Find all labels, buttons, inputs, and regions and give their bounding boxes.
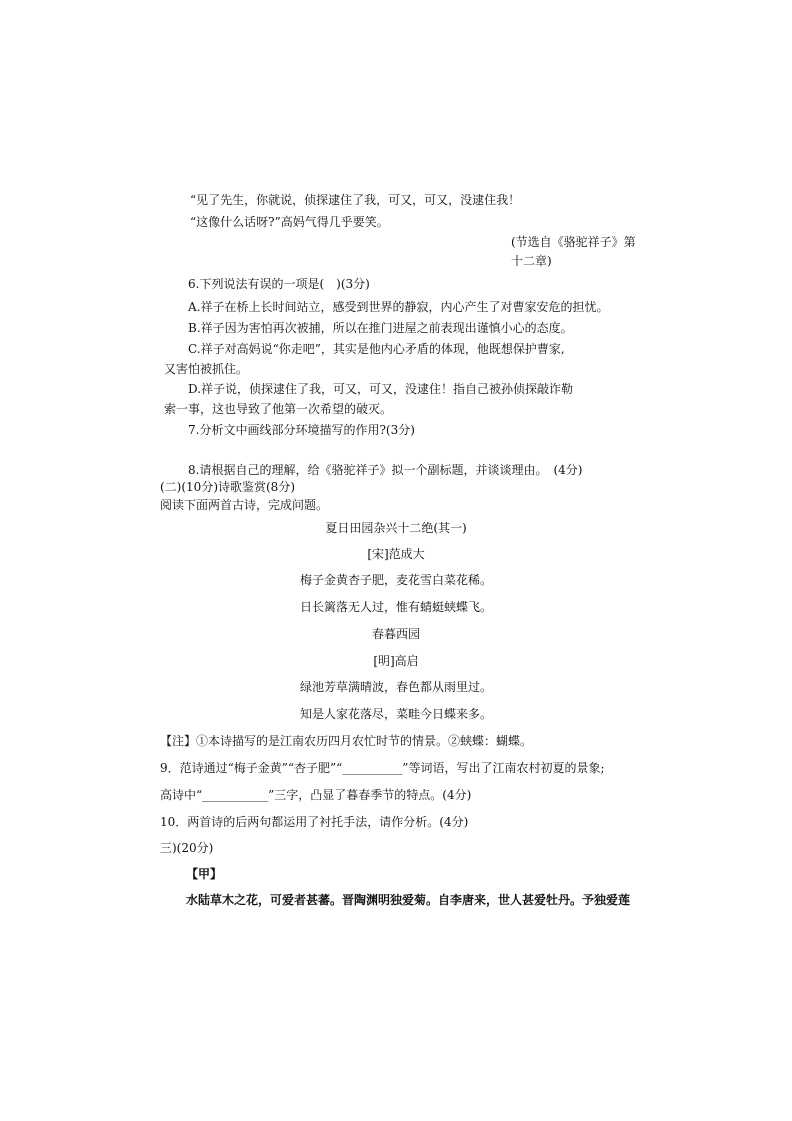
- question-7: 7.分析文中画线部分环境描写的作用?(3分): [188, 423, 415, 437]
- section-3-text: 水陆草木之花，可爱者甚蕃。晋陶渊明独爱菊。自李唐来，世人甚爱牡丹。予独爱莲: [186, 893, 631, 907]
- poem-1-line-2: 日长篱落无人过，惟有蜻蜓蛱蝶飞。: [299, 600, 492, 614]
- section-3-label: 【甲】: [186, 867, 223, 881]
- poem-2-title: 春暮西园: [371, 627, 420, 641]
- question-8: 8.请根据自己的理解，给《骆驼祥子》拟一个副标题，并谈谈理由。 (4分): [188, 463, 583, 477]
- poem-1-line-1: 梅子金黄杏子肥，麦花雪白菜花稀。: [299, 573, 492, 587]
- question-6-option-b: B.祥子因为害怕再次被捕，所以在推门进屋之前表现出谨慎小心的态度。: [188, 321, 573, 335]
- question-6-option-c: C.祥子对高妈说“你走吧”，其实是他内心矛盾的体现，他既想保护曹家,: [188, 342, 565, 356]
- question-6-stem: 6.下列说法有误的一项是( )(3分): [188, 277, 370, 291]
- question-6-option-d: D.祥子说，侦探逮住了我，可又，可又，没逮住！指自己被孙侦探敲诈勒: [188, 382, 574, 396]
- poem-note: 【注】①本诗描写的是江南农历四月农忙时节的情景。②蛱蝶：蝴蝶。: [160, 734, 533, 748]
- question-9-line-1: 9．范诗通过“梅子金黄”“杏子肥”“__________”等词语，写出了江南农村初夏的景象;: [160, 761, 605, 775]
- poem-2-line-1: 绿池芳草满晴波，春色都从雨里过。: [299, 680, 492, 694]
- question-6-option-c-cont: 又害怕被抓住。: [164, 362, 249, 376]
- section-2-intro: 阅读下面两首古诗，完成问题。: [160, 498, 329, 512]
- passage-quote-1: “见了先生，你就说，侦探逮住了我，可又，可又，没逮住我！: [190, 193, 521, 207]
- question-6-option-a: A.祥子在桥上长时间站立，感受到世界的静寂，内心产生了对曹家安危的担忧。: [188, 300, 609, 314]
- poem-2-author: [明]高启: [373, 654, 419, 668]
- passage-source-2: 十二章): [511, 254, 552, 268]
- question-6-option-d-cont: 索一事，这也导致了他第一次希望的破灭。: [164, 402, 393, 416]
- section-2-heading: (二)(10分)诗歌鉴赏(8分): [160, 480, 295, 494]
- section-3-heading: 三)(20分): [160, 841, 214, 855]
- passage-quote-2: “这像什么话呀?”高妈气得几乎要笑。: [190, 215, 389, 229]
- poem-1-author: [宋]范成大: [367, 547, 425, 561]
- poem-1-title: 夏日田园杂兴十二绝(其一): [325, 521, 467, 535]
- question-10: 10．两首诗的后两句都运用了衬托手法，请作分析。(4分): [160, 815, 469, 829]
- question-9-line-2: 高诗中“___________”三字，凸显了暮春季节的特点。(4分): [160, 788, 472, 802]
- poem-2-line-2: 知是人家花落尽，菜畦今日蝶来多。: [299, 707, 492, 721]
- passage-source-1: (节选自《骆驼祥子》第: [511, 235, 636, 249]
